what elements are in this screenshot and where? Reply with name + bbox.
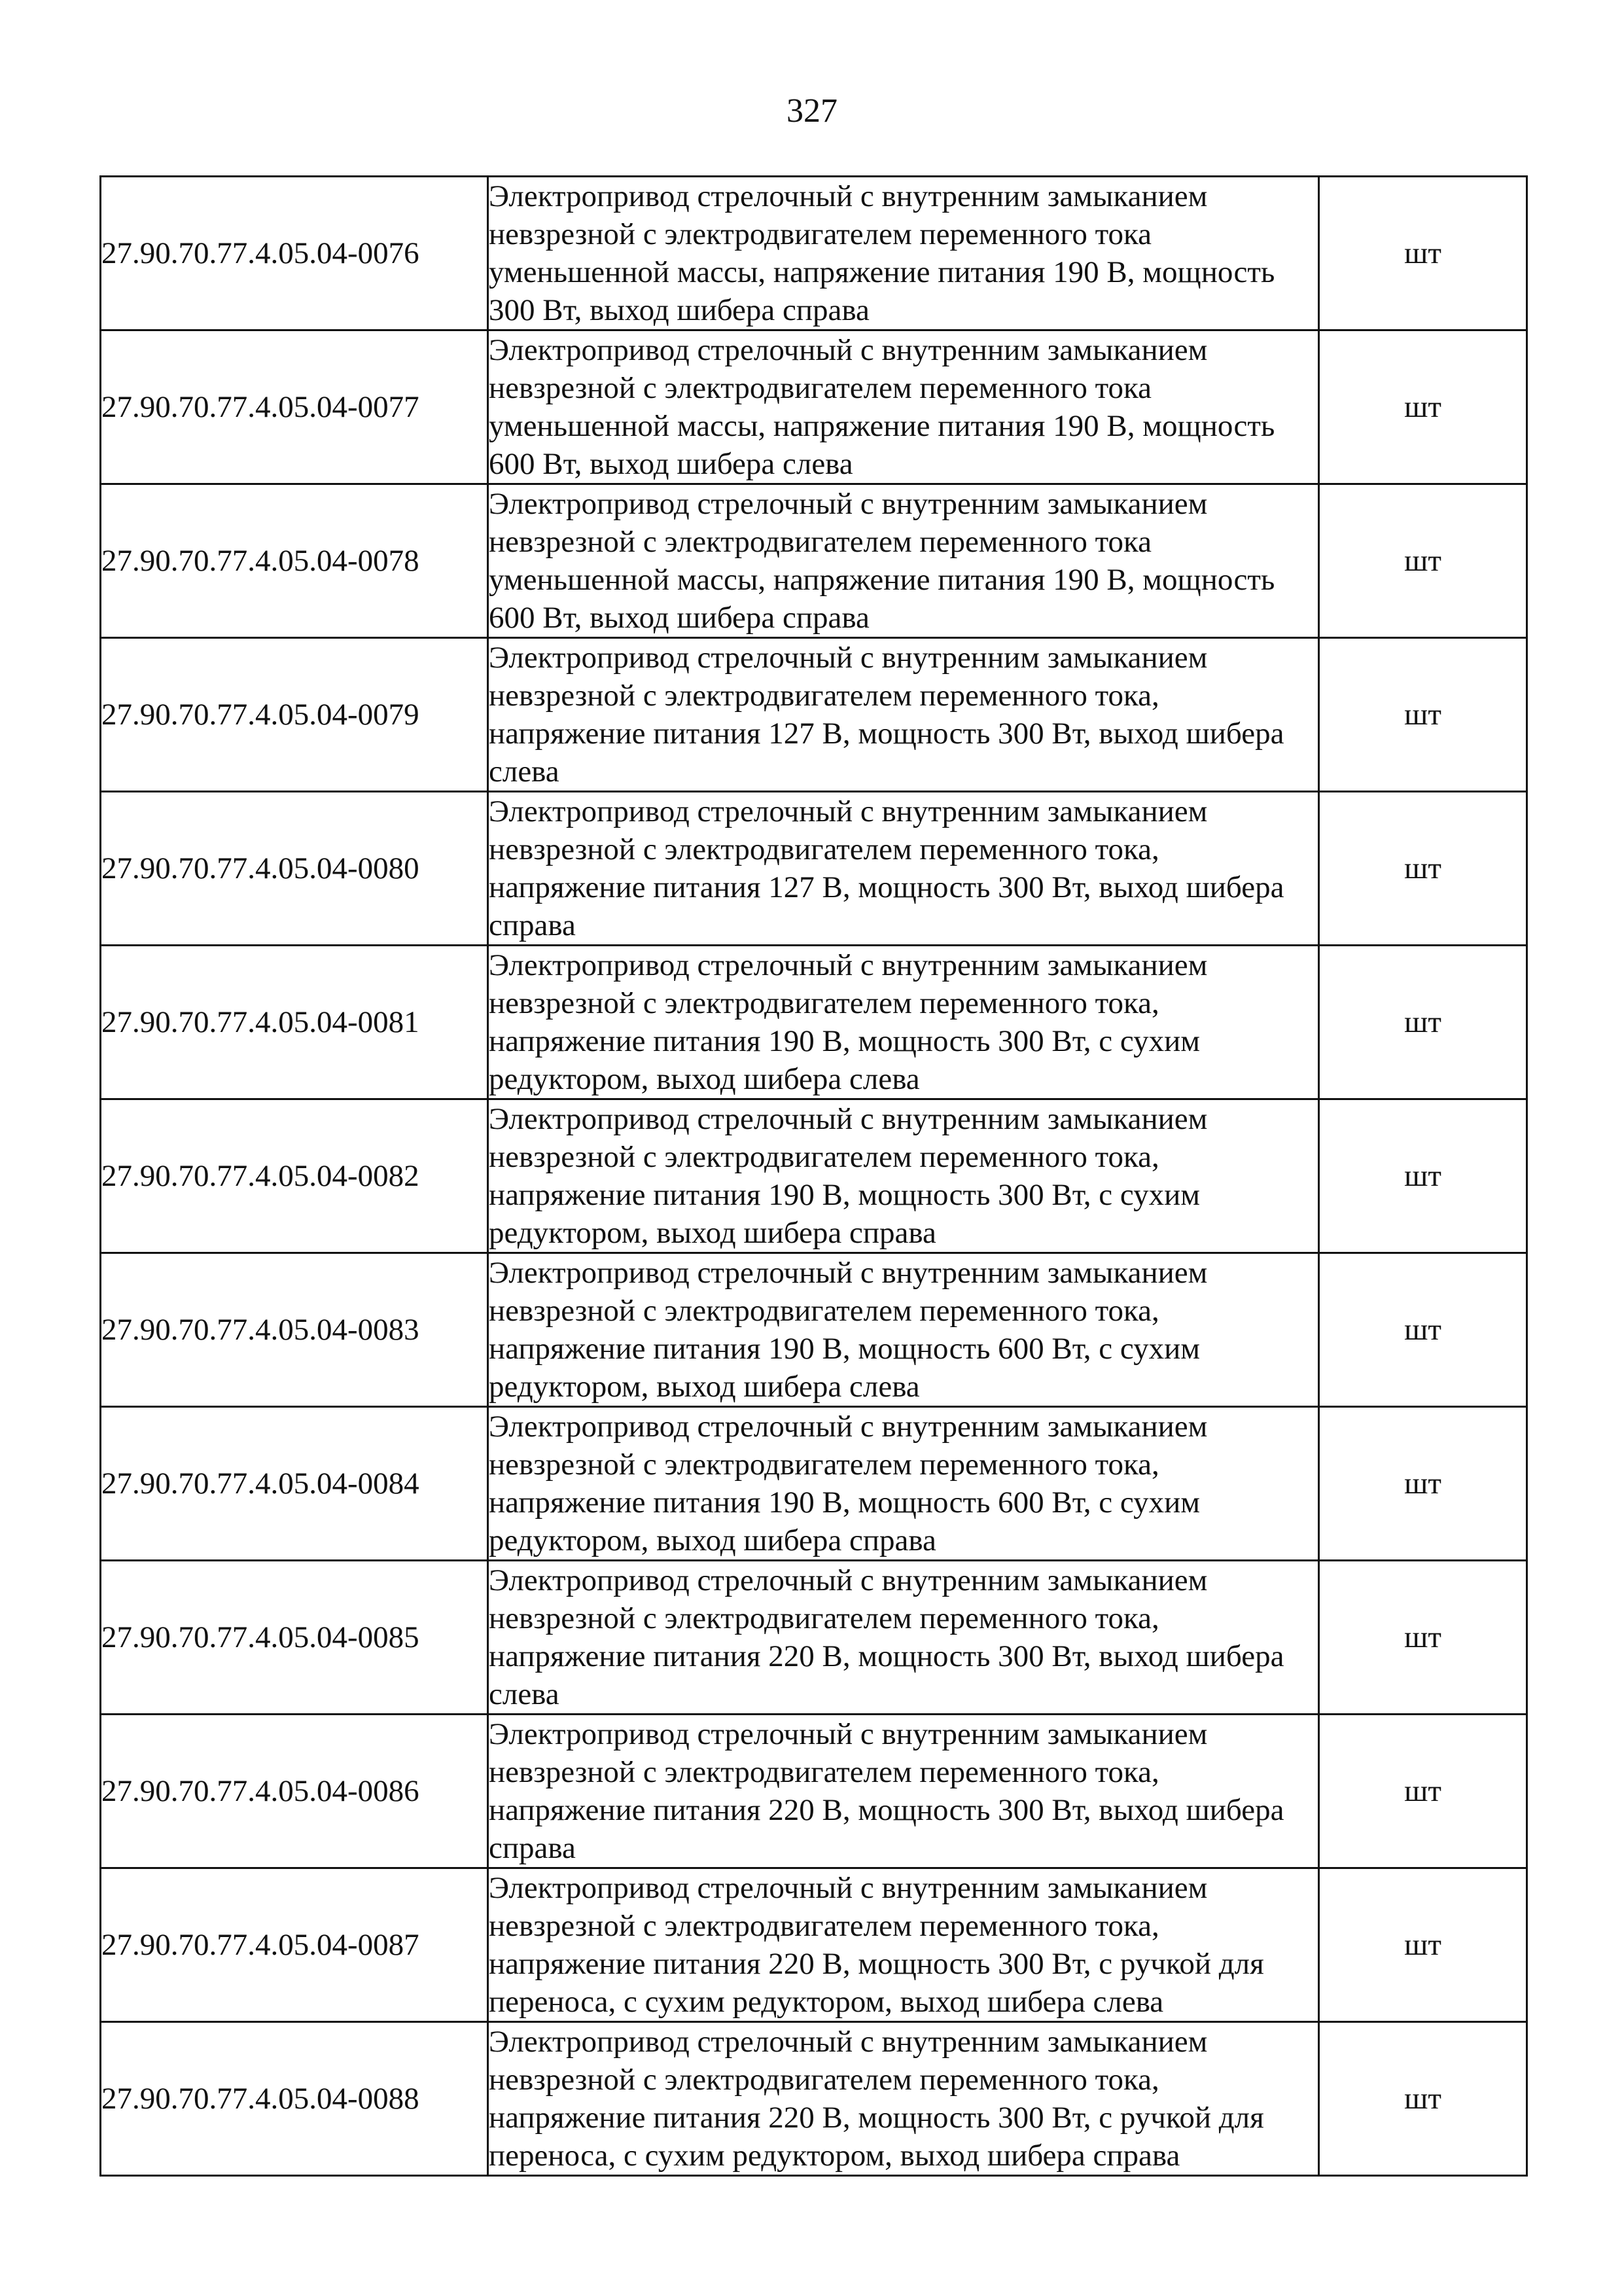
unit-of-measure: шт — [1319, 792, 1527, 946]
unit-of-measure: шт — [1319, 638, 1527, 792]
resource-description: Электропривод стрелочный с внутренним замыканием невзрезной с электродвигателем переменного тока, напряжение питания 127 В, мощность 300 Вт, выход шибера слева — [488, 638, 1319, 792]
table-row — [101, 792, 1527, 946]
resource-description: Электропривод стрелочный с внутренним замыканием невзрезной с электродвигателем переменного тока, напряжение питания 190 В, мощность 600 Вт, с сухим редуктором, выход шибера слева — [488, 1253, 1319, 1407]
resource-description: Электропривод стрелочный с внутренним замыканием невзрезной с электродвигателем переменного тока, напряжение питания 220 В, мощность 300 Вт, с ручкой для переноса, с сухим редуктором, выход шибера справа — [488, 2022, 1319, 2176]
resource-description: Электропривод стрелочный с внутренним замыканием невзрезной с электродвигателем переменного тока, напряжение питания 220 В, мощность 300 Вт, с ручкой для переноса, с сухим редуктором, выход шибера слева — [488, 1868, 1319, 2022]
resource-code: 27.90.70.77.4.05.04-0081 — [101, 946, 488, 1099]
unit-of-measure: шт — [1319, 484, 1527, 638]
table-row — [101, 177, 1527, 330]
table-row — [101, 330, 1527, 484]
resource-description: Электропривод стрелочный с внутренним замыканием невзрезной с электродвигателем переменного тока, напряжение питания 190 В, мощность 300 Вт, с сухим редуктором, выход шибера слева — [488, 946, 1319, 1099]
resource-description: Электропривод стрелочный с внутренним замыканием невзрезной с электродвигателем переменного тока, напряжение питания 220 В, мощность 300 Вт, выход шибера слева — [488, 1561, 1319, 1715]
table-row — [101, 2022, 1527, 2176]
unit-of-measure: шт — [1319, 1715, 1527, 1868]
unit-of-measure: шт — [1319, 1253, 1527, 1407]
resource-description: Электропривод стрелочный с внутренним замыканием невзрезной с электродвигателем переменного тока уменьшенной массы, напряжение питания 190 В, мощность 600 Вт, выход шибера справа — [488, 484, 1319, 638]
table-row — [101, 638, 1527, 792]
table-row — [101, 1868, 1527, 2022]
resource-code: 27.90.70.77.4.05.04-0084 — [101, 1407, 488, 1561]
table-row — [101, 1253, 1527, 1407]
table-row — [101, 484, 1527, 638]
unit-of-measure: шт — [1319, 177, 1527, 330]
resource-description: Электропривод стрелочный с внутренним замыканием невзрезной с электродвигателем переменного тока, напряжение питания 220 В, мощность 300 Вт, выход шибера справа — [488, 1715, 1319, 1868]
resource-description: Электропривод стрелочный с внутренним замыканием невзрезной с электродвигателем переменного тока, напряжение питания 127 В, мощность 300 Вт, выход шибера справа — [488, 792, 1319, 946]
table-row — [101, 1099, 1527, 1253]
resource-code: 27.90.70.77.4.05.04-0078 — [101, 484, 488, 638]
resource-code: 27.90.70.77.4.05.04-0080 — [101, 792, 488, 946]
unit-of-measure: шт — [1319, 1868, 1527, 2022]
unit-of-measure: шт — [1319, 1099, 1527, 1253]
resource-code: 27.90.70.77.4.05.04-0087 — [101, 1868, 488, 2022]
resource-code: 27.90.70.77.4.05.04-0082 — [101, 1099, 488, 1253]
table-row — [101, 1407, 1527, 1561]
resource-description: Электропривод стрелочный с внутренним замыканием невзрезной с электродвигателем переменного тока, напряжение питания 190 В, мощность 600 Вт, с сухим редуктором, выход шибера справа — [488, 1407, 1319, 1561]
page-number: 327 — [786, 92, 838, 130]
resource-code: 27.90.70.77.4.05.04-0077 — [101, 330, 488, 484]
resource-code: 27.90.70.77.4.05.04-0086 — [101, 1715, 488, 1868]
resource-description: Электропривод стрелочный с внутренним замыканием невзрезной с электродвигателем переменного тока уменьшенной массы, напряжение питания 190 В, мощность 300 Вт, выход шибера справа — [488, 177, 1319, 330]
unit-of-measure: шт — [1319, 330, 1527, 484]
unit-of-measure: шт — [1319, 946, 1527, 1099]
resource-table — [99, 175, 1528, 2177]
unit-of-measure: шт — [1319, 1407, 1527, 1561]
resource-code: 27.90.70.77.4.05.04-0083 — [101, 1253, 488, 1407]
resource-code: 27.90.70.77.4.05.04-0085 — [101, 1561, 488, 1715]
table-row — [101, 946, 1527, 1099]
table-row — [101, 1715, 1527, 1868]
unit-of-measure: шт — [1319, 1561, 1527, 1715]
table-row — [101, 1561, 1527, 1715]
resource-code: 27.90.70.77.4.05.04-0076 — [101, 177, 488, 330]
resource-description: Электропривод стрелочный с внутренним замыканием невзрезной с электродвигателем переменного тока уменьшенной массы, напряжение питания 190 В, мощность 600 Вт, выход шибера слева — [488, 330, 1319, 484]
unit-of-measure: шт — [1319, 2022, 1527, 2176]
resource-code: 27.90.70.77.4.05.04-0079 — [101, 638, 488, 792]
resource-description: Электропривод стрелочный с внутренним замыканием невзрезной с электродвигателем переменного тока, напряжение питания 190 В, мощность 300 Вт, с сухим редуктором, выход шибера справа — [488, 1099, 1319, 1253]
resource-code: 27.90.70.77.4.05.04-0088 — [101, 2022, 488, 2176]
